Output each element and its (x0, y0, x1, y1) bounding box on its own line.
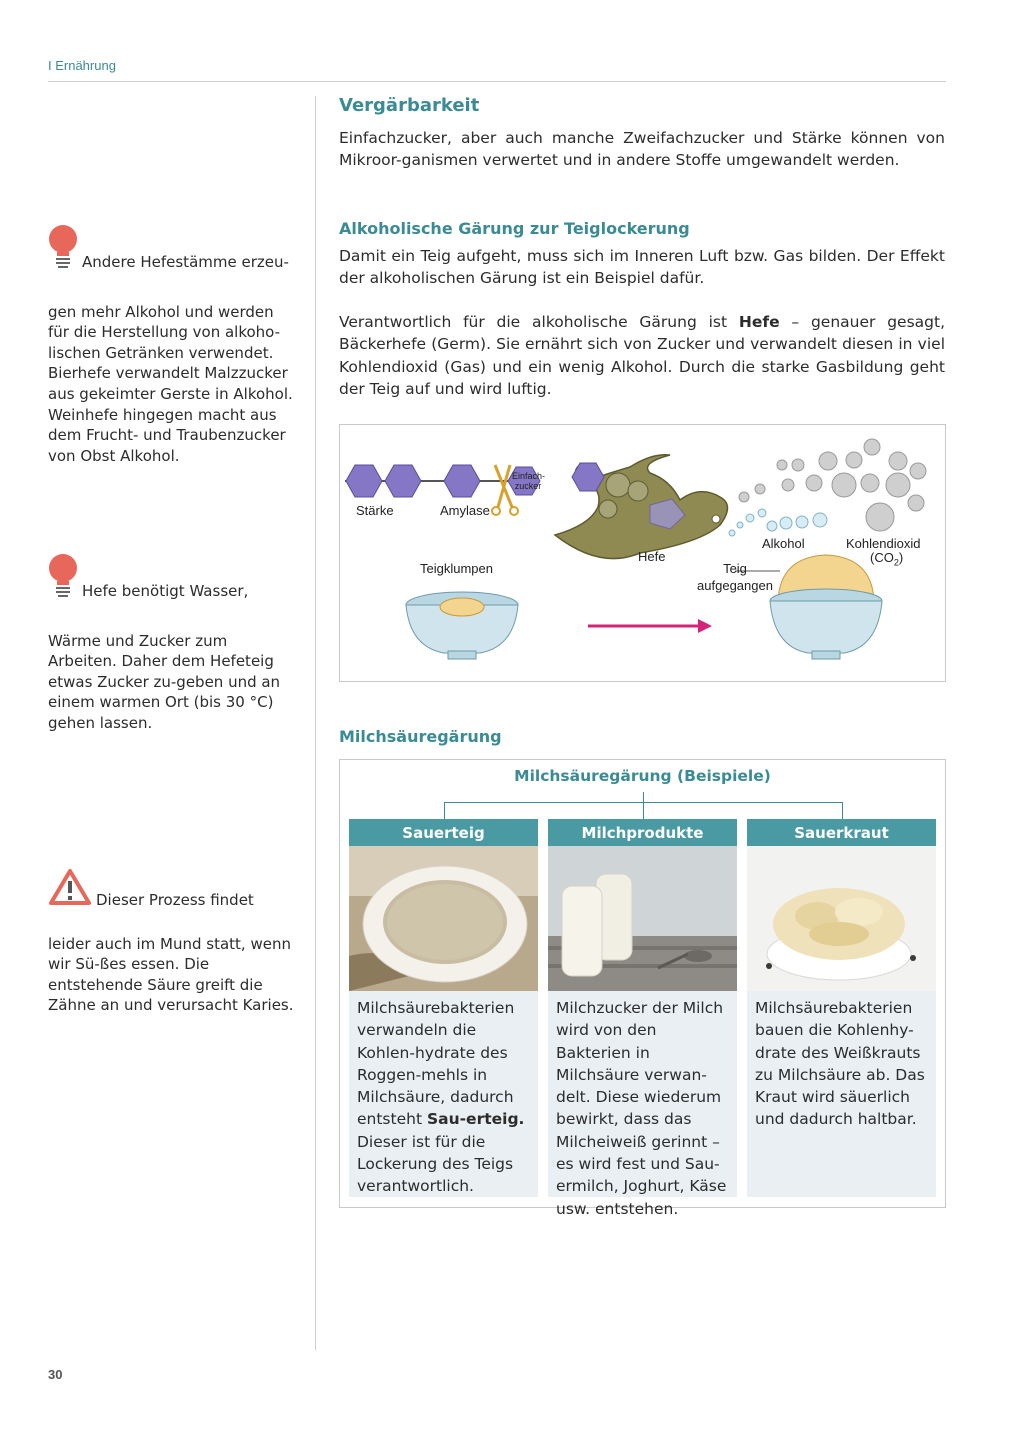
milchsaeure-box-title: Milchsäuregärung (Beispiele) (514, 767, 771, 785)
column-text-milchprodukte: Milchzucker der Milch wird von den Bakterien in Milchsäure verwan-delt. Diese wiederum bewirkt, dass das Milcheiweiß gerinnt – es wird fest und Sau-ermilch, Joghurt, Käse usw. entstehen. (556, 999, 727, 1218)
tip-karies (48, 868, 298, 1015)
label-teigklumpen: Teigklumpen (420, 561, 493, 576)
heading-milchsaeuregaerung: Milchsäuregärung (339, 727, 502, 746)
starch-hexagon (346, 465, 382, 497)
tip-text: Andere Hefestämme erzeu-gen mehr Alkohol und werden für die Herstellung von alkoho-lischen Getränken verwendet. Bierhefe verwandelt Malzzucker aus gekeimter Gerste in Alkohol. Weinhefe hingegen macht aus dem Frucht- und Traubenzucker von Obst Alkohol. (48, 253, 293, 465)
yeast-creature (555, 455, 728, 559)
paragraph-hefe (339, 311, 945, 400)
page-number: 30 (48, 1367, 63, 1382)
header-divider (48, 81, 946, 82)
term-sauerteig: Sau-erteig. (426, 1110, 525, 1129)
label-teig: Teig (723, 561, 747, 576)
label-teig-aufgegangen (694, 560, 776, 594)
co2-bubbles (739, 439, 926, 531)
sauerkraut-image (747, 846, 936, 991)
bracket-stem (643, 792, 644, 802)
text-part: Milchsäurebakterien verwandeln die Kohlen-hydrate des Roggen-mehls in Milchsäure, dadurch entsteht (357, 999, 515, 1129)
term-hefe: Hefe (738, 313, 780, 331)
paragraph-teig-aufgehen: Damit ein Teig aufgeht, muss sich im Inneren Luft bzw. Gas bilden. Der Effekt der alkoholischen Gärung ist ein Beispiel dafür. (339, 247, 945, 288)
starch-hexagon (444, 465, 480, 497)
milchprodukte-image (548, 846, 737, 991)
tip-text: Dieser Prozess findet leider auch im Mund statt, wenn wir Sü-ßes essen. Die entstehende Säure greift die Zähne an und verursacht Karies. (48, 891, 294, 1015)
column-divider (315, 96, 316, 1350)
label-einfachzucker-line1: Einfach- (512, 471, 546, 481)
tip-hefestaemme (48, 224, 298, 465)
tip-hefe-waerme (48, 553, 298, 732)
starch-hexagon (385, 465, 421, 497)
column-title: Sauerkraut (747, 819, 936, 846)
text-part: Dieser ist für die Lockerung des Teigs verantwortlich. (357, 1132, 514, 1196)
label-aufgegangen: aufgegangen (697, 578, 773, 593)
sauerteig-image (349, 846, 538, 991)
bracket-left (444, 802, 445, 819)
column-text-sauerteig (357, 997, 535, 1198)
process-arrow (588, 619, 712, 633)
bracket-right (842, 802, 843, 819)
tip-text: Hefe benötigt Wasser, Wärme und Zucker zum Arbeiten. Daher dem Hefeteig etwas Zucker zu-geben und an einem warmen Ort (bis 30 °C) gehen lassen. (48, 582, 281, 732)
bowl-right (770, 555, 882, 659)
heading-vergaerbarkeit: Vergärbarkeit (339, 95, 480, 116)
column-sauerkraut (747, 819, 936, 1197)
paragraph-hefe-part2: – genauer gesagt, Bäckerhefe (Germ). Sie ernährt sich von Zucker und verwandelt diesen in viel Kohlendioxid (Gas) und ein wenig Alkohol. Durch die starke Gasbildung geht der Teig auf und wird luftig. (339, 313, 945, 398)
milchsaeure-box (339, 759, 946, 1218)
lightbulb-icon (48, 224, 78, 274)
column-sauerteig (349, 819, 538, 1197)
label-kohlendioxid: Kohlendioxid (846, 536, 921, 551)
lightbulb-icon (48, 553, 78, 603)
bracket-middle (643, 802, 644, 819)
column-milchprodukte (548, 819, 737, 1218)
column-title: Milchprodukte (548, 819, 737, 846)
alcohol-bubbles (729, 509, 827, 536)
label-hefe: Hefe (638, 549, 666, 564)
label-einfachzucker (512, 471, 544, 491)
paragraph-vergaerbarkeit: Einfachzucker, aber auch manche Zweifachzucker und Stärke können von Mikroor-ganismen verwertet und in andere Stoffe umgewandelt werden. (339, 129, 945, 170)
heading-alkoholische-gaerung: Alkoholische Gärung zur Teiglockerung (339, 219, 690, 238)
label-einfachzucker-line2: zucker (514, 481, 542, 491)
bowl-left (406, 592, 518, 659)
label-co2 (870, 550, 903, 568)
label-alkohol: Alkohol (762, 536, 805, 551)
warning-triangle-icon (48, 868, 92, 912)
co2-open: (CO (870, 550, 894, 565)
fermentation-illustration (339, 424, 946, 682)
label-amylase: Amylase (440, 503, 490, 518)
column-title: Sauerteig (349, 819, 538, 846)
section-header: I Ernährung (48, 58, 116, 73)
co2-close: ) (898, 550, 904, 565)
column-text-sauerkraut: Milchsäurebakterien bauen die Kohlenhy-drate des Weißkrauts zu Milchsäure ab. Das Kraut wird säuerlich und dadurch haltbar. (755, 999, 925, 1129)
label-staerke: Stärke (356, 503, 394, 518)
paragraph-hefe-part1: Verantwortlich für die alkoholische Gärung ist (339, 313, 739, 331)
co2-sub: 2 (893, 557, 899, 568)
